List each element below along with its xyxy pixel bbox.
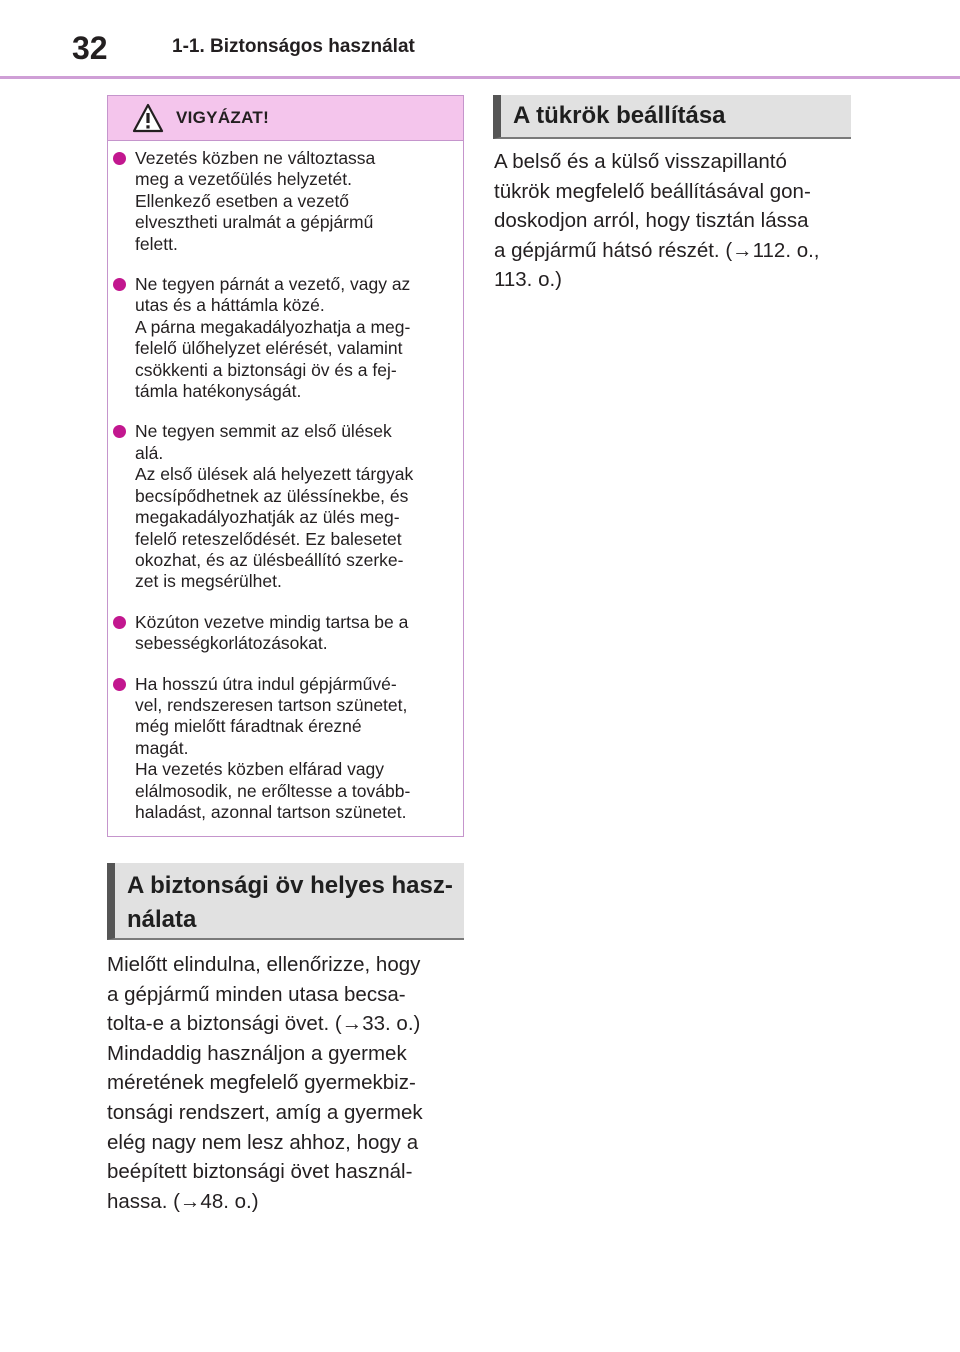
bullet-icon: [113, 152, 126, 165]
bullet-icon: [113, 616, 126, 629]
warning-item-text: Ne tegyen párnát a vezető, vagy az utas és a háttámla közé. A párna megakadályozhatja a meg- felelő ülőhelyzet elérését, valamint csökkenti a biztonsági öv és a fej- támla hatékonyságát.: [135, 274, 411, 402]
page-header: [0, 0, 960, 78]
warning-item-text: Vezetés közben ne változtassa meg a vezetőülés helyzetét. Ellenkező esetben a vezető elvesztheti uralmát a gépjármű felett.: [135, 148, 376, 254]
warning-header: [108, 96, 463, 141]
seatbelt-paragraph: Mielőtt elindulna, ellenőrizze, hogy a gépjármű minden utasa becsa- tolta-e a biztonsági övet. (→33. o.) Mindaddig használjon a gyermek méretének megfelelő gyermekbiz- tonsági rendszert, amíg a gyermek elég nagy nem lesz ahhoz, hogy a beépített biztonsági övet használ- hassa. (→48. o.): [107, 953, 423, 1213]
warning-item: [110, 421, 463, 592]
bullet-icon: [113, 278, 126, 291]
section-title: 1-1. Biztonságos használat: [172, 36, 415, 57]
warning-box: [107, 95, 464, 837]
warning-item: [110, 674, 463, 824]
warning-item-text: Ne tegyen semmit az első ülések alá. Az első ülések alá helyezett tárgyak becsípődhetnek az üléssínekbe, és megakadályozhatják az ülés meg- felelő reteszelődését. Ez balesetet okozhat, és az ülésbeállító szerke- zet is megsérülhet.: [135, 421, 414, 592]
warning-item: [110, 274, 463, 402]
warning-item-text: Közúton vezetve mindig tartsa be a sebességkorlátozásokat.: [135, 611, 409, 654]
warning-triangle-icon: [132, 103, 164, 133]
bullet-icon: [113, 678, 126, 691]
warning-item: [110, 612, 463, 655]
warning-list: [108, 141, 463, 823]
seatbelt-heading: A biztonsági öv helyes hasz- nálata: [107, 863, 464, 940]
mirror-heading: A tükrök beállítása: [493, 95, 851, 139]
warning-item-text: Ha hosszú útra indul gépjárművé- vel, rendszeresen tartson szünetet, még mielőtt fáradtnak érezné magát. Ha vezetés közben elfárad vagy elálmosodik, ne erőltesse a tovább- haladást, azonnal tartson szünetet.: [135, 673, 411, 822]
page-number: 32: [72, 30, 108, 66]
mirror-body: [494, 147, 854, 295]
warning-title: VIGYÁZAT!: [176, 108, 270, 127]
bullet-icon: [113, 425, 126, 438]
header-divider: [0, 76, 960, 79]
warning-item: [110, 148, 463, 255]
mirror-paragraph: A belső és a külső visszapillantó tükrök megfelelő beállításával gon- doskodjon arról, hogy tisztán lássa a gépjármű hátsó részét. (→112. o., 113. o.): [494, 150, 820, 292]
seatbelt-body: [107, 950, 467, 1216]
